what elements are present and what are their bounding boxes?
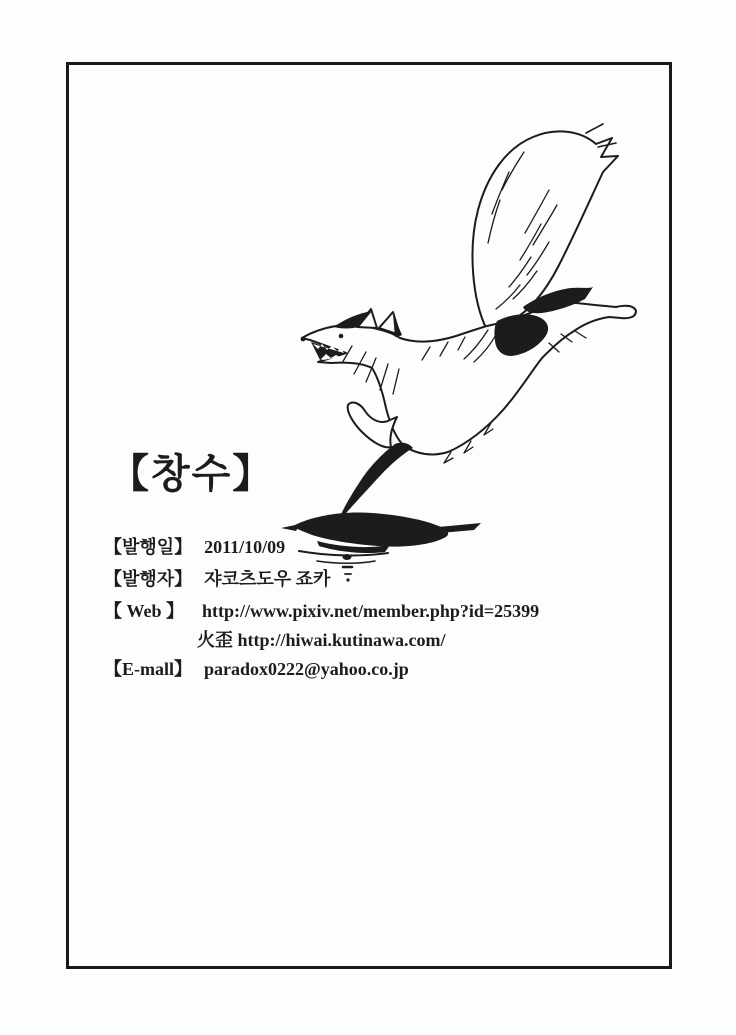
- ink-drip: [346, 578, 349, 581]
- page-title: 【창수】: [109, 451, 275, 496]
- fox-body: [301, 287, 636, 521]
- fox-nose: [301, 337, 306, 342]
- publish-date-row: [104, 536, 285, 558]
- web-label: 【 Web 】: [104, 601, 185, 621]
- publish-date-value: 2011/10/09: [204, 537, 286, 557]
- email-row: [104, 658, 409, 680]
- publisher-row: [104, 568, 330, 590]
- email-label: 【E-mall】: [104, 659, 192, 679]
- fox-eye: [339, 334, 344, 339]
- ink-drip: [343, 554, 352, 560]
- web-row: [104, 600, 539, 622]
- web-url: http://www.pixiv.net/member.php?id=25399: [202, 601, 540, 621]
- publisher-value: 쟈코츠도우 죠카: [204, 569, 331, 589]
- fox-support-foreleg: [338, 443, 413, 521]
- web-url-second: 火歪 http://hiwai.kutinawa.com/: [197, 630, 446, 650]
- web-row-second: [197, 629, 446, 651]
- publisher-label: 【발행자】: [104, 569, 193, 589]
- publish-date-label: 【발행일】: [104, 537, 193, 557]
- email-value: paradox0222@yahoo.co.jp: [204, 659, 409, 679]
